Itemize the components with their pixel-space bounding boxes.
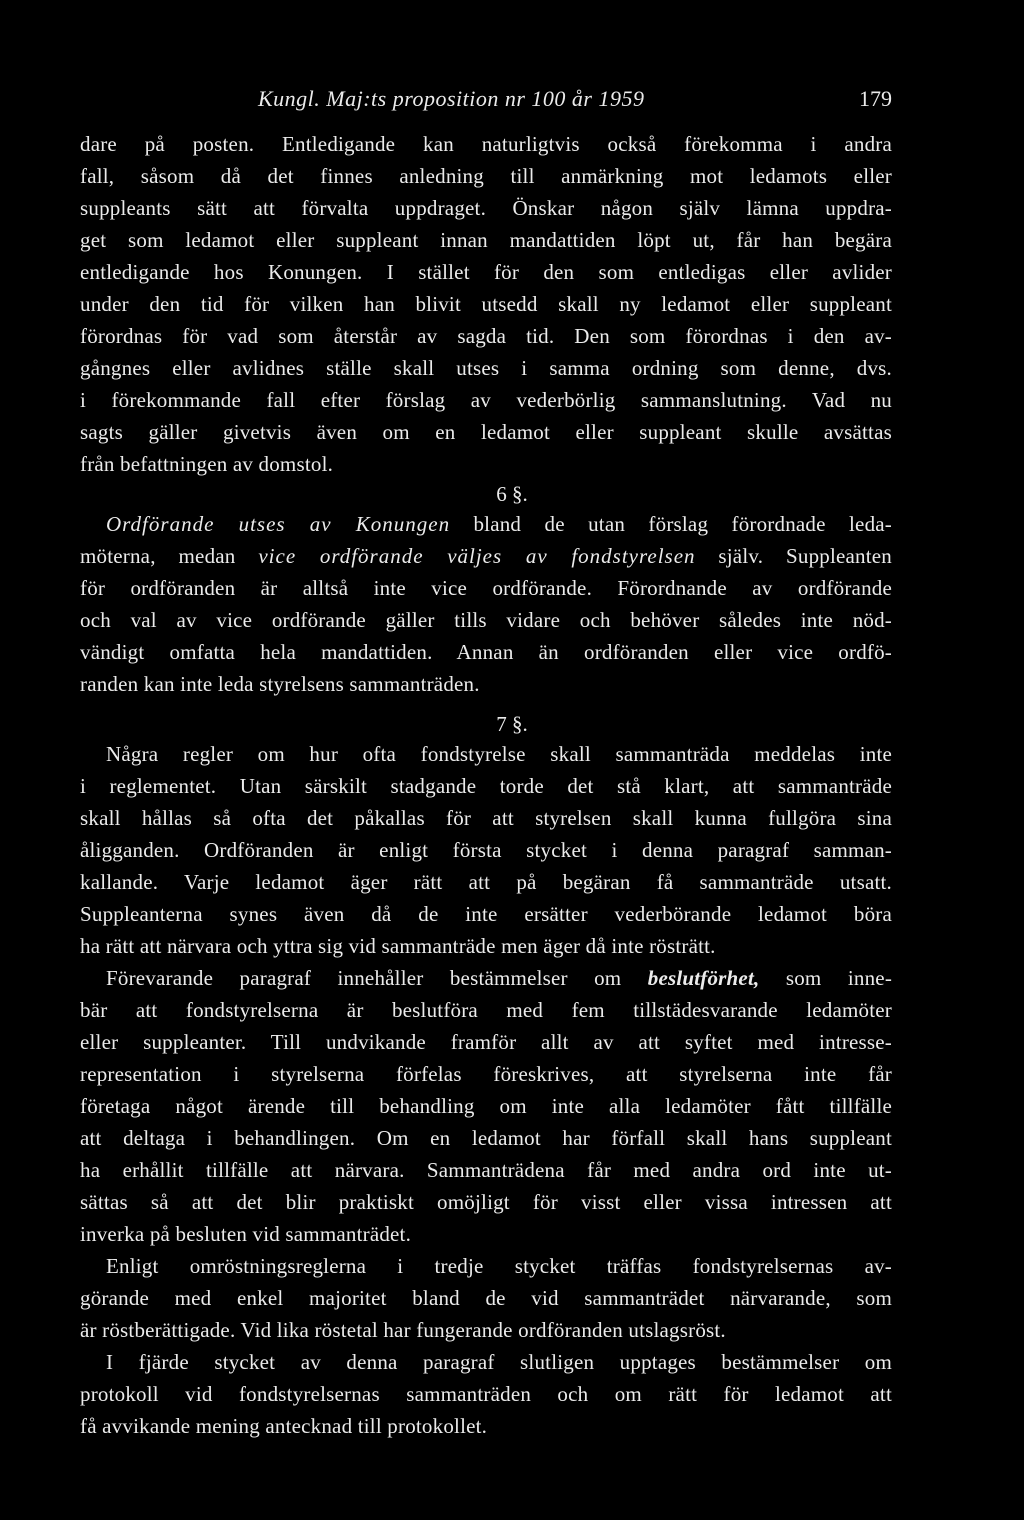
text-span: själv. Suppleanten	[695, 544, 893, 568]
paragraph-entledigande	[80, 128, 892, 480]
text-line: inverka på besluten vid sammanträdet.	[80, 1222, 412, 1246]
text-line: protokoll vid fondstyrelsernas sammanträden och om rätt för ledamot att	[80, 1382, 892, 1406]
text-line: suppleants sätt att förvalta uppdraget. Önskar någon själv lämna uppdra-	[80, 196, 892, 220]
running-title: Kungl. Maj:ts proposition nr 100 år 1959	[258, 86, 645, 111]
text-line: ha erhållit tillfälle att närvara. Sammanträdena får med andra ord inte ut-	[80, 1158, 892, 1182]
page-number: 179	[859, 86, 892, 111]
text-line: representation i styrelserna förfelas föreskrives, att styrelserna inte får	[80, 1062, 892, 1086]
text-line: get som ledamot eller suppleant innan mandattiden löpt ut, får han begära	[80, 228, 892, 252]
text-line: skall hållas så ofta det påkallas för att styrelsen skall kunna fullgöra sina	[80, 806, 892, 830]
paragraph-section-6	[80, 508, 892, 700]
text-line: Enligt omröstningsreglerna i tredje stycket träffas fondstyrelsernas av-	[106, 1254, 892, 1278]
section-heading-6: 6 §.	[496, 482, 528, 506]
text-line: i förekommande fall efter förslag av vederbörlig sammanslutning. Vad nu	[80, 388, 892, 412]
text-line: eller suppleanter. Till undvikande framför allt av att syftet med intresse-	[80, 1030, 892, 1054]
text-line: sättas så att det blir praktiskt omöjligt för visst eller vissa intressen att	[80, 1190, 892, 1214]
text-line: från befattningen av domstol.	[80, 452, 334, 476]
text-line: fall, såsom då det finnes anledning till anmärkning mot ledamots eller	[80, 164, 892, 188]
text-line: är röstberättigade. Vid lika röstetal har fungerande ordföranden utslagsröst.	[80, 1318, 726, 1342]
text-line: bär att fondstyrelserna är beslutföra med fem tillstädesvarande ledamöter	[80, 998, 892, 1022]
page-header	[80, 86, 892, 118]
text-line	[80, 508, 892, 540]
text-span: möterna, medan	[80, 544, 259, 568]
text-span: Förevarande paragraf innehåller bestämmelser om	[106, 966, 648, 990]
text-line: och val av vice ordförande gäller tills vidare och behöver således inte nöd-	[80, 608, 892, 632]
text-line: Suppleanterna synes även då de inte ersätter vederbörande ledamot böra	[80, 902, 892, 926]
section-heading-7: 7 §.	[496, 712, 528, 736]
text-line: åligganden. Ordföranden är enligt första stycket i denna paragraf samman-	[80, 838, 892, 862]
text-line: vändigt omfatta hela mandattiden. Annan än ordföranden eller vice ordfö-	[80, 640, 892, 664]
text-line: entledigande hos Konungen. I stället för den som entledigas eller avlider	[80, 260, 892, 284]
text-line: företaga något ärende till behandling om inte alla ledamöter fått tillfälle	[80, 1094, 892, 1118]
text-line: Några regler om hur ofta fondstyrelse skall sammanträda meddelas inte	[106, 742, 892, 766]
emphasis-text: vice ordförande väljes av fondstyrelsen	[258, 544, 696, 568]
text-line: randen kan inte leda styrelsens sammanträden.	[80, 672, 480, 696]
text-line: förordnas för vad som återstår av sagda tid. Den som förordnas i den av-	[80, 324, 892, 348]
text-line: under den tid för vilken han blivit utsedd skall ny ledamot eller suppleant	[80, 292, 892, 316]
text-line: görande med enkel majoritet bland de vid sammanträdet närvarande, som	[80, 1286, 892, 1310]
text-line	[80, 540, 892, 572]
text-line: gångnes eller avlidnes ställe skall utses i samma ordning som denne, dvs.	[80, 356, 892, 380]
text-line: sagts gäller givetvis även om en ledamot eller suppleant skulle avsättas	[80, 420, 892, 444]
text-line: ha rätt att närvara och yttra sig vid sammanträde men äger då inte rösträtt.	[80, 934, 716, 958]
text-line: i reglementet. Utan särskilt stadgande torde det stå klart, att sammanträde	[80, 774, 892, 798]
text-line: dare på posten. Entledigande kan naturligtvis också förekomma i andra	[80, 132, 892, 156]
text-line: I fjärde stycket av denna paragraf slutligen upptages bestämmelser om	[106, 1350, 892, 1374]
text-line	[80, 962, 892, 994]
text-line: kallande. Varje ledamot äger rätt att på begäran få sammanträde utsatt.	[80, 870, 892, 894]
paragraph-section-7	[80, 738, 892, 1442]
emphasis-text: beslutförhet,	[647, 966, 760, 990]
emphasis-text: Ordförande utses av Konungen	[106, 512, 451, 536]
text-span: bland de utan förslag förordnade leda-	[450, 512, 892, 536]
text-span: som inne-	[759, 966, 893, 990]
text-line: att deltaga i behandlingen. Om en ledamot har förfall skall hans suppleant	[80, 1126, 892, 1150]
text-line: för ordföranden är alltså inte vice ordförande. Förordnande av ordförande	[80, 576, 892, 600]
text-line: få avvikande mening antecknad till protokollet.	[80, 1414, 488, 1438]
